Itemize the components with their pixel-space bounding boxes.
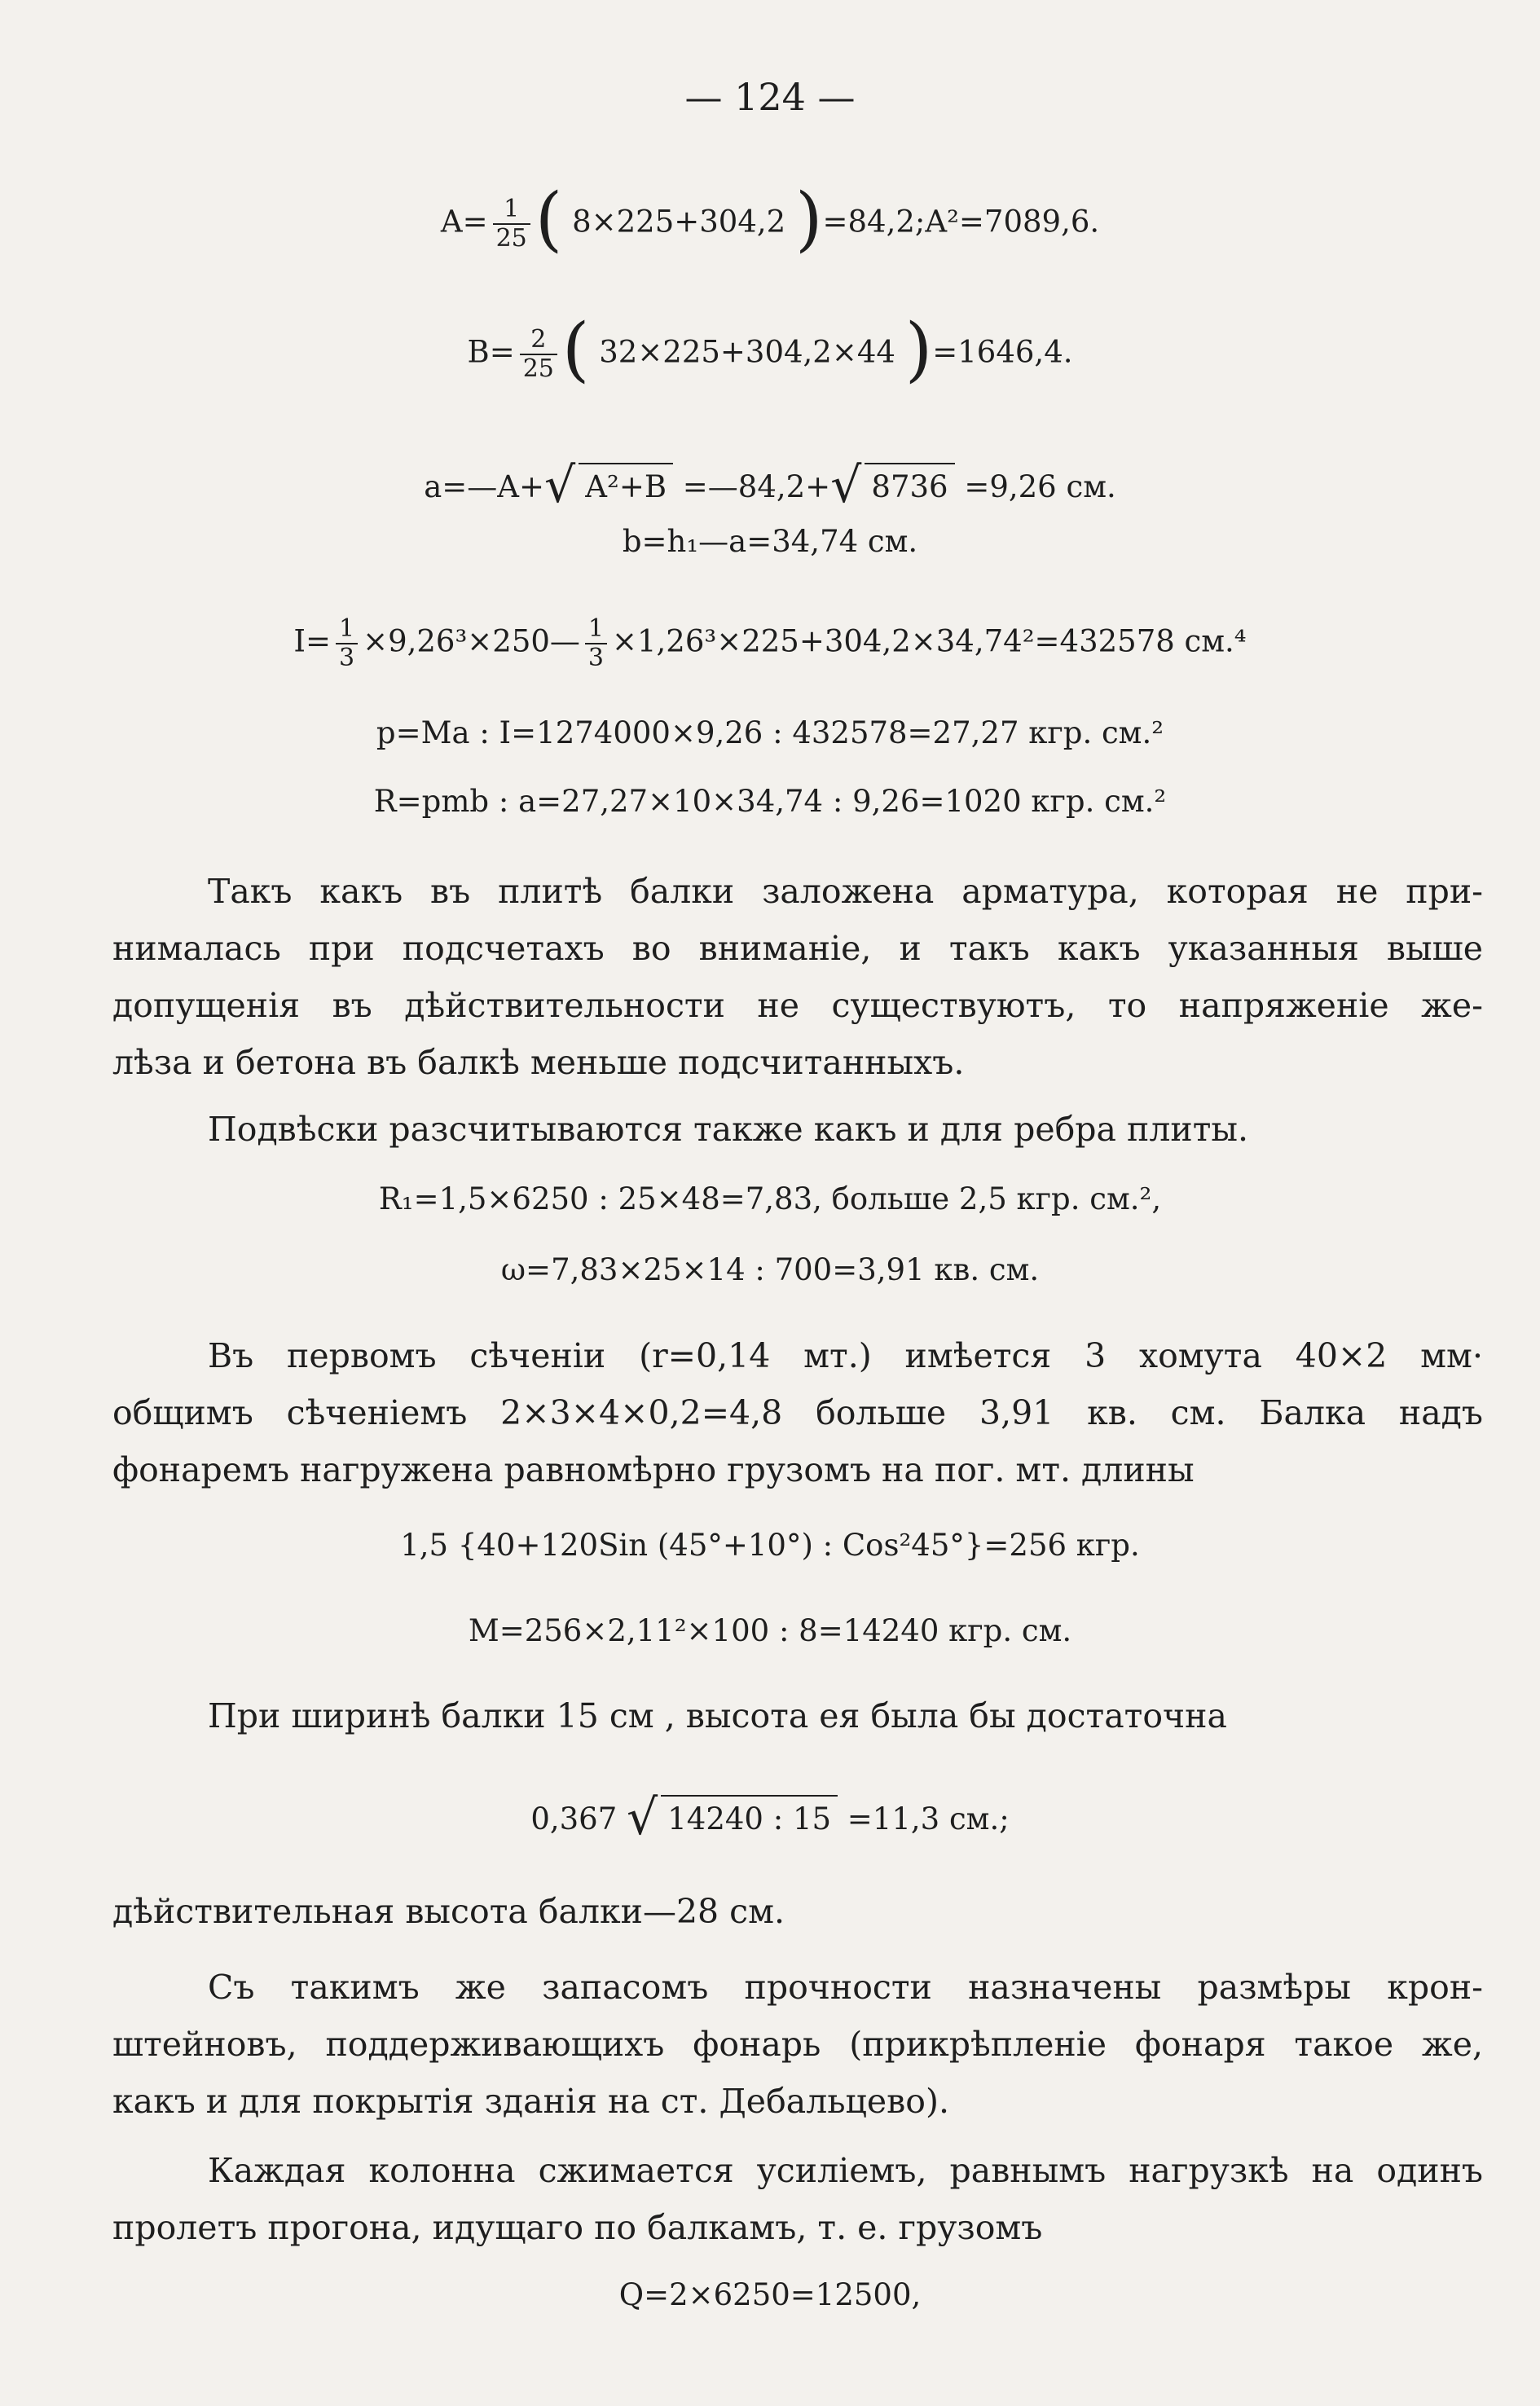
page-number: — 124 — (684, 75, 856, 119)
paragraph-1-line-4: лѣза и бетона въ балкѣ меньше подсчитанныхъ. (112, 1043, 965, 1082)
formula-R1: R₁=1,5×6250 : 25×48=7,83, больше 2,5 кгр. см.², (378, 1181, 1162, 1216)
formula-load: 1,5 {40+120Sin (45°+10°) : Cos²45°}=256 кгр. (400, 1528, 1140, 1563)
formula-M: M=256×2,11²×100 : 8=14240 кгр. см. (468, 1613, 1072, 1648)
radical-sign-icon: √ (544, 457, 576, 514)
paragraph-7-line-2: пролетъ прогона, идущаго по балкамъ, т. е. грузомъ (112, 2208, 1043, 2247)
formula-Q: Q=2×6250=12500, (618, 2277, 922, 2312)
radical-sign-icon: √ (627, 1789, 658, 1846)
paragraph-4: При ширинѣ балки 15 см , высота ея была бы достаточна (208, 1696, 1227, 1735)
formula-a: a=—A+√ A²+B =—84,2+√ 8736 =9,26 см. (424, 457, 1116, 514)
formula-I: I= $\frac{1}{3}$ ×9,26³×250— $\frac{1}{3}$ ×1,26³×225+304,2×34,74²=432578 см.⁴ (293, 614, 1247, 672)
paragraph-1-line-1: Такъ какъ въ плитѣ балки заложена арматура, которая не при- (208, 872, 1483, 911)
radical-sign-icon: √ (830, 457, 862, 514)
paragraph-6-line-1: Съ такимъ же запасомъ прочности назначены размѣры крон- (208, 1968, 1483, 2007)
paragraph-3-line-3: фонаремъ нагружена равномѣрно грузомъ на пог. мт. длины (112, 1450, 1195, 1489)
formula-B: B= $\frac{2}{25}$ ( 32×225+304,2×44 )=1646,4. (467, 309, 1073, 390)
formula-omega: ω=7,83×25×14 : 700=3,91 кв. см. (500, 1252, 1040, 1287)
paragraph-7-line-1: Каждая колонна сжимается усиліемъ, равнымъ нагрузкѣ на одинъ (208, 2151, 1483, 2190)
formula-p: p=Ma : I=1274000×9,26 : 432578=27,27 кгр. см.² (376, 715, 1164, 750)
formula-height: 0,367 √ 14240 : 15 =11,3 см.; (530, 1789, 1010, 1846)
paragraph-1-line-2: нималась при подсчетахъ во вниманіе, и такъ какъ указанныя выше (112, 929, 1483, 968)
paragraph-6-line-3: какъ и для покрытія зданія на ст. Дебальцево). (112, 2082, 949, 2121)
paragraph-5: дѣйствительная высота балки—28 см. (112, 1892, 785, 1931)
paragraph-2: Подвѣски разсчитываются также какъ и для ребра плиты. (208, 1110, 1249, 1149)
formula-R: R=pmb : a=27,27×10×34,74 : 9,26=1020 кгр. см.² (373, 784, 1167, 819)
paragraph-3-line-1: Въ первомъ сѣченіи (r=0,14 мт.) имѣется 3 хомута 40×2 мм· (208, 1336, 1483, 1375)
paragraph-3-line-2: общимъ сѣченіемъ 2×3×4×0,2=4,8 больше 3,91 кв. см. Балка надъ (112, 1393, 1483, 1432)
formula-A: A= $\frac{1}{25}$ ( 8×225+304,2 )=84,2;A²=7089,6. (440, 178, 1100, 260)
paragraph-1-line-3: допущенія въ дѣйствительности не существуютъ, то напряженіе же- (112, 986, 1483, 1025)
formula-b: b=h₁—a=34,74 см. (622, 524, 918, 559)
paragraph-6-line-2: штейновъ, поддерживающихъ фонарь (прикрѣпленіе фонаря такое же, (112, 2025, 1483, 2064)
